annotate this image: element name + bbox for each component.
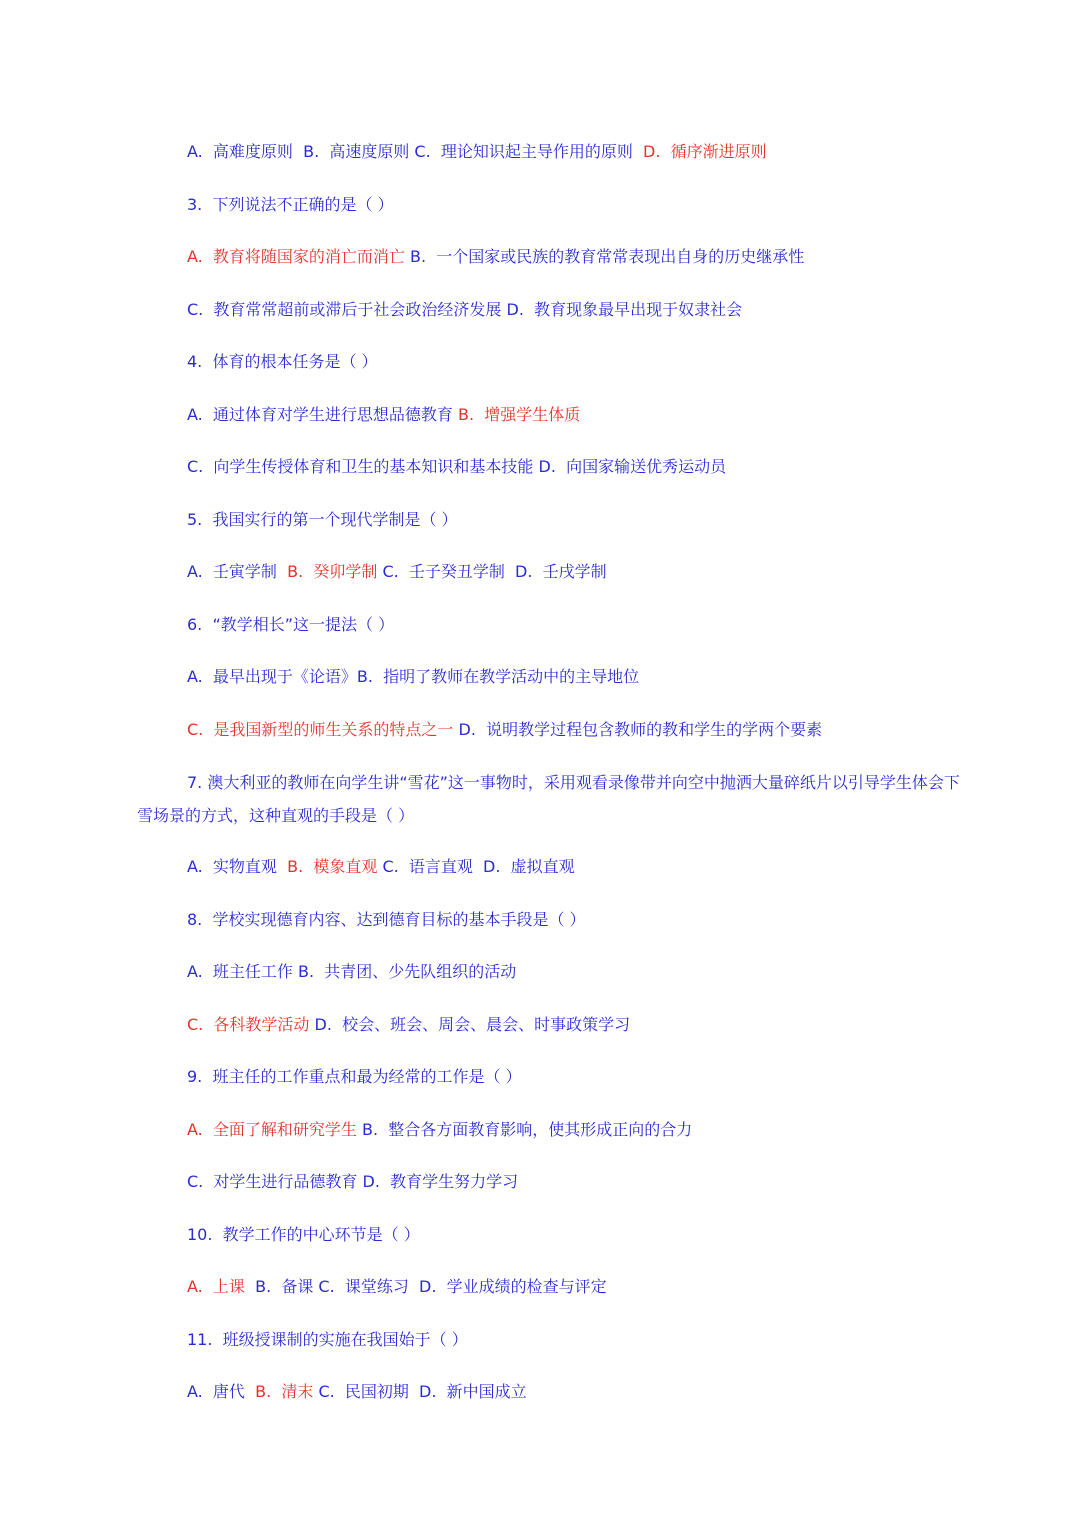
- text-line: [187, 457, 726, 477]
- question-text: 5. 我国实行的第一个现代学制是（ ）: [187, 510, 458, 529]
- text-line: [187, 1277, 607, 1297]
- question-text: B. 备课 C. 课堂练习 D. 学业成绩的检查与评定: [255, 1277, 607, 1296]
- question-text: B. 整合各方面教育影响，使其形成正向的合力: [362, 1120, 693, 1139]
- text-line: [187, 142, 767, 162]
- text-line: [187, 1067, 522, 1087]
- answer-text: A. 上课: [187, 1277, 256, 1296]
- text-line: [187, 962, 516, 982]
- question-text: 8. 学校实现德育内容、达到德育目标的基本手段是（ ）: [187, 910, 586, 929]
- text-line: [187, 247, 804, 267]
- question-text: 7. 澳大利亚的教师在向学生讲“雪花”这一事物时，采用观看录像带并向空中抛洒大量碎纸片以引导学生体会下雪场景的方式，这种直观的手段是（ ）: [137, 773, 960, 825]
- text-line: [187, 352, 378, 372]
- text-line: [187, 615, 394, 635]
- question-text: A. 班主任工作 B. 共青团、少先队组织的活动: [187, 962, 517, 981]
- answer-text: B. 癸卯学制: [287, 562, 383, 581]
- question-text: C. 对学生进行品德教育 D. 教育学生努力学习: [187, 1172, 519, 1191]
- answer-text: A. 教育将随国家的消亡而消亡: [187, 247, 411, 266]
- text-line: [187, 1120, 692, 1140]
- text-line: [187, 1330, 468, 1350]
- answer-text: C. 各科教学活动: [187, 1015, 315, 1034]
- text-line: [187, 1225, 420, 1245]
- text-line: [187, 300, 742, 320]
- answer-text: B. 清末: [255, 1382, 319, 1401]
- answer-text: A. 全面了解和研究学生: [187, 1120, 363, 1139]
- question-text: 10. 教学工作的中心环节是（ ）: [187, 1225, 420, 1244]
- answer-text: B. 模象直观: [287, 857, 383, 876]
- question-text: A. 通过体育对学生进行思想品德教育: [187, 405, 459, 424]
- text-line: [187, 1172, 518, 1192]
- question-text: C. 向学生传授体育和卫生的基本知识和基本技能 D. 向国家输送优秀运动员: [187, 457, 727, 476]
- answer-text: C. 是我国新型的师生关系的特点之一: [187, 720, 459, 739]
- text-line: [187, 510, 458, 530]
- text-line: [187, 667, 639, 687]
- question-text: C. 民国初期 D. 新中国成立: [318, 1382, 527, 1401]
- answer-text: B. 增强学生体质: [458, 405, 581, 424]
- question-text: 3. 下列说法不正确的是（ ）: [187, 195, 394, 214]
- question-text: 9. 班主任的工作重点和最为经常的工作是（ ）: [187, 1067, 522, 1086]
- question-text: C. 教育常常超前或滞后于社会政治经济发展 D. 教育现象最早出现于奴隶社会: [187, 300, 743, 319]
- text-line: [187, 720, 822, 740]
- question-text: A. 高难度原则 B. 高速度原则 C. 理论知识起主导作用的原则: [187, 142, 644, 161]
- text-line: [187, 195, 394, 215]
- text-line: [187, 562, 607, 582]
- question-text: A. 实物直观: [187, 857, 288, 876]
- text-line: [187, 405, 580, 425]
- question-text: 6. “教学相长”这一提法（ ）: [187, 615, 395, 634]
- question-text: B. 一个国家或民族的教育常常表现出自身的历史继承性: [410, 247, 805, 266]
- question-text: A. 最早出现于《论语》B. 指明了教师在教学活动中的主导地位: [187, 667, 640, 686]
- text-line: [137, 766, 967, 832]
- question-text: D. 校会、班会、周会、晨会、时事政策学习: [314, 1015, 631, 1034]
- text-line: [187, 910, 586, 930]
- question-text: D. 说明教学过程包含教师的教和学生的学两个要素: [458, 720, 823, 739]
- question-text: A. 壬寅学制: [187, 562, 288, 581]
- text-line: [187, 857, 575, 877]
- question-text: 4. 体育的根本任务是（ ）: [187, 352, 378, 371]
- answer-text: D. 循序渐进原则: [643, 142, 767, 161]
- question-text: C. 语言直观 D. 虚拟直观: [382, 857, 575, 876]
- question-text: 11. 班级授课制的实施在我国始于（ ）: [187, 1330, 468, 1349]
- text-line: [187, 1382, 527, 1402]
- text-line: [187, 1015, 630, 1035]
- question-text: A. 唐代: [187, 1382, 256, 1401]
- question-text: C. 壬子癸丑学制 D. 壬戌学制: [382, 562, 607, 581]
